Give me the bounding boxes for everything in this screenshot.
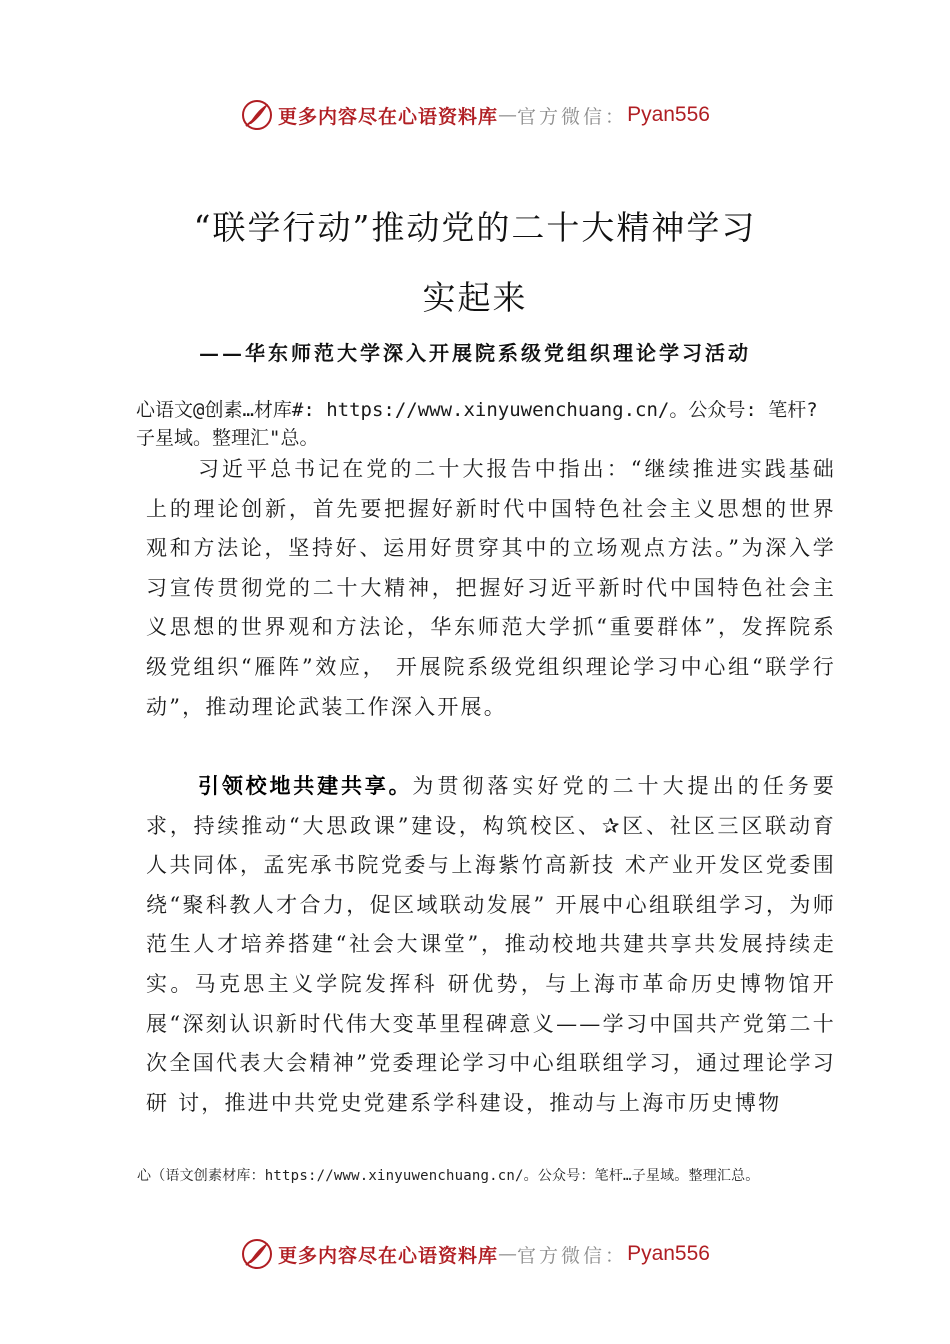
- paragraph-2: [146, 767, 836, 1123]
- document-title-line1: “联学行动”推动党的二十大精神学习: [193, 208, 757, 247]
- banner-separator: —: [498, 1243, 518, 1265]
- bottom-banner: [0, 1232, 950, 1276]
- paragraph-2-body: 为贯彻落实好党的二十大提出的任务要求，持续推动“大思政课”建设，构筑校区、✰区、社区三区联动育人共同体，孟宪承书院党委与上海紫竹高新技 术产业开发区党委围绕“聚科教人才合力，促区域联动发展” 开展中心组联组学习，为师范生人才培养搭建“社会大课堂”，推动校地共建共享共发展持续走实。马克思主义学院发挥科 研优势，与上海市革命历史博物馆开展“深刻认识新时代伟大变革里程碑意义——学习中国共产党第二十次全国代表大会精神”党委理论学习中心组联组学习，通过理论学习研 讨，推进中共党史党建系学科建设，推动与上海市历史博物: [146, 774, 837, 1115]
- paragraph-2-lead: 引领校地共建共享。: [198, 774, 413, 798]
- quill-logo-icon: [240, 98, 274, 132]
- banner-wechat-id: Pyan556: [627, 1242, 710, 1265]
- footer-source-note: 心（语文创素材库：https://www.xinyuwenchuang.cn/。公众号：笔杆…子星域。整理汇总。: [137, 1168, 760, 1184]
- banner-wechat-label: 官方微信：: [517, 1244, 628, 1267]
- banner-separator: —: [498, 104, 518, 126]
- document-subtitle: ——华东师范大学深入开展院系级党组织理论学习活动: [199, 341, 751, 365]
- top-banner: [0, 93, 950, 137]
- paragraph-1: 习近平总书记在党的二十大报告中指出：“继续推进实践基础上的理论创新，首先要把握好新时代中国特色社会主义思想的世界观和方法论，坚持好、运用好贯穿其中的立场观点方法。”为深入学习宣传贯彻党的二十大精神，把握好习近平新时代中国特色社会主义思想的世界观和方法论，华东师范大学抓“重要群体”，发挥院系级党组织“雁阵”效应， 开展院系级党组织理论学习中心组“联学行动”，推动理论武装工作深入开展。: [146, 457, 836, 719]
- quill-logo-icon: [240, 1237, 274, 1271]
- banner-brand-text: 更多内容尽在心语资料库: [278, 1244, 499, 1267]
- banner-wechat-label: 官方微信：: [517, 105, 628, 128]
- source-note: 心语文@创素…材库#: https://www.xinyuwenchuang.cn/。公众号: 笔杆?子星域。整理汇"总。: [136, 399, 818, 449]
- banner-brand-text: 更多内容尽在心语资料库: [278, 105, 499, 128]
- document-title-line2: 实起来: [422, 278, 528, 317]
- banner-wechat-id: Pyan556: [627, 103, 710, 126]
